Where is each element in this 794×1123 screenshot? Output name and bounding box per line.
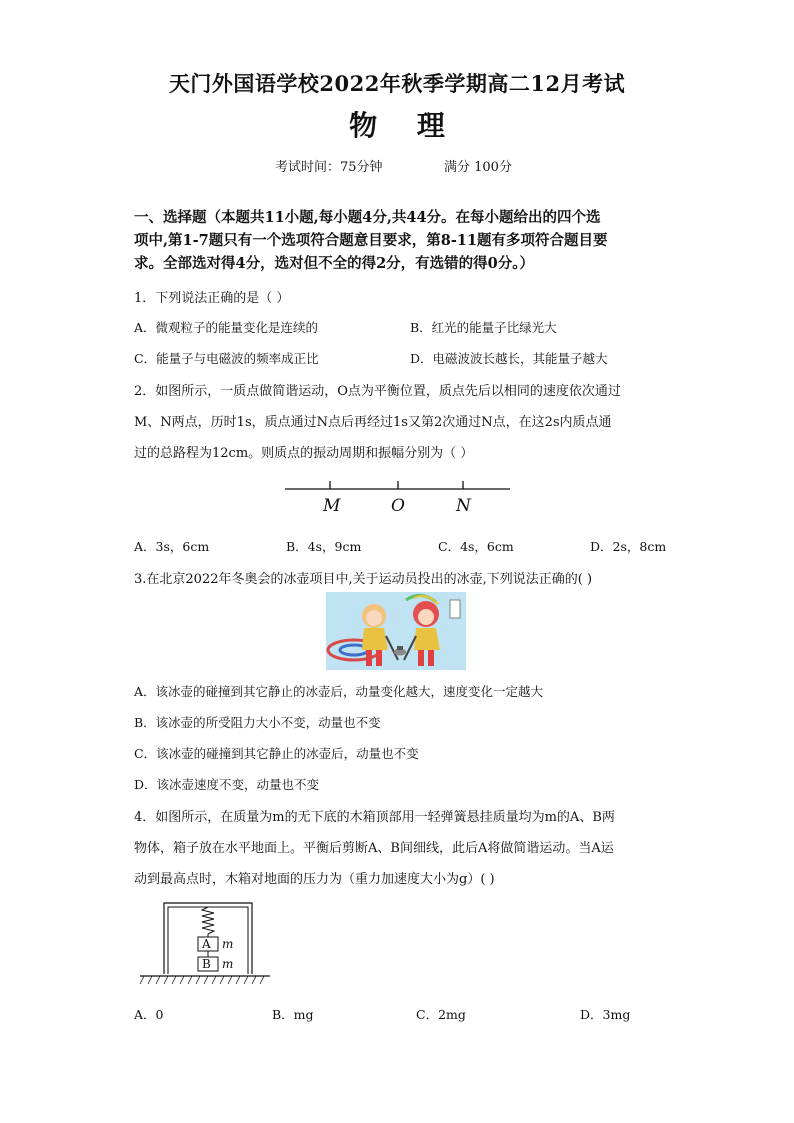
q4-block-a-mass: m [222,937,234,951]
q2-option-c: C．4s，6cm [438,539,514,554]
q4-stem-line1: 4．如图所示，在质量为m的无下底的木箱顶部用一轻弹簧悬挂质量均为m的A、B两 [134,810,615,825]
q4-block-b-mass: m [222,957,234,971]
q3-option-c: C．该冰壶的碰撞到其它静止的冰壶后，动量也不变 [134,746,419,761]
subject-title: 物 理 [349,109,445,142]
q4-block-b-label: B [202,957,211,971]
q1-option-b: B．红光的能量子比绿光大 [410,320,557,335]
q3-option-d: D．该冰壶速度不变，动量也不变 [134,777,320,792]
q1-option-c: C．能量子与电磁波的频率成正比 [134,351,319,366]
exam-time: 考试时间：75分钟 [275,160,383,175]
q2-stem-line2: M、N两点，历时1s，质点通过N点后再经过1s又第2次通过N点，在这2s内质点通 [134,415,612,430]
q4-block-a-label: A [202,937,211,951]
q1-stem: 1．下列说法正确的是（ ） [134,291,290,306]
q4-stem-line3: 动到最高点时，木箱对地面的压力为（重力加速度大小为g）( ) [134,872,495,887]
q2-label-m: M [323,496,341,516]
q2-stem-line1: 2．如图所示，一质点做简谐运动，O点为平衡位置，质点先后以相同的速度依次通过 [134,384,621,399]
q2-option-a: A．3s，6cm [134,539,210,554]
q2-option-b: B．4s，9cm [286,539,362,554]
section-instructions-line1: 一、选择题（本题共11小题,每小题4分,共44分。在每小题给出的四个选 [134,209,601,226]
q2-label-n: N [456,496,471,516]
q1-option-a: A．微观粒子的能量变化是连续的 [134,320,319,335]
curling-illustration [326,592,466,670]
q2-stem-line3: 过的总路程为12cm。则质点的振动周期和振幅分别为（ ） [134,446,474,461]
q4-stem-line2: 物体，箱子放在水平地面上。平衡后剪断A、B间细线，此后A将做简谐运动。当A运 [134,841,614,856]
q3-option-a: A．该冰壶的碰撞到其它静止的冰壶后，动量变化越大，速度变化一定越大 [134,684,544,699]
school-title: 天门外国语学校2022年秋季学期高二12月考试 [168,71,626,96]
q3-option-b: B．该冰壶的所受阻力大小不变，动量也不变 [134,715,381,730]
q4-option-d: D．3mg [580,1007,631,1022]
q3-stem: 3.在北京2022年冬奥会的冰壶项目中,关于运动员投出的冰壶,下列说法正确的( ) [134,572,593,587]
q2-option-d: D．2s，8cm [590,539,667,554]
q4-option-b: B．mg [272,1007,314,1022]
full-score: 满分 100分 [444,160,512,175]
q1-option-d: D．电磁波波长越长，其能量子越大 [410,351,608,366]
section-instructions-line2: 项中,第1-7题只有一个选项符合题意目要求，第8-11题有多项符合题目要 [134,232,608,249]
q2-label-o: O [391,496,405,516]
q4-option-a: A．0 [134,1007,164,1022]
section-instructions-line3: 求。全部选对得4分，选对但不全的得2分，有选错的得0分。） [134,255,535,272]
q4-option-c: C．2mg [416,1007,466,1022]
